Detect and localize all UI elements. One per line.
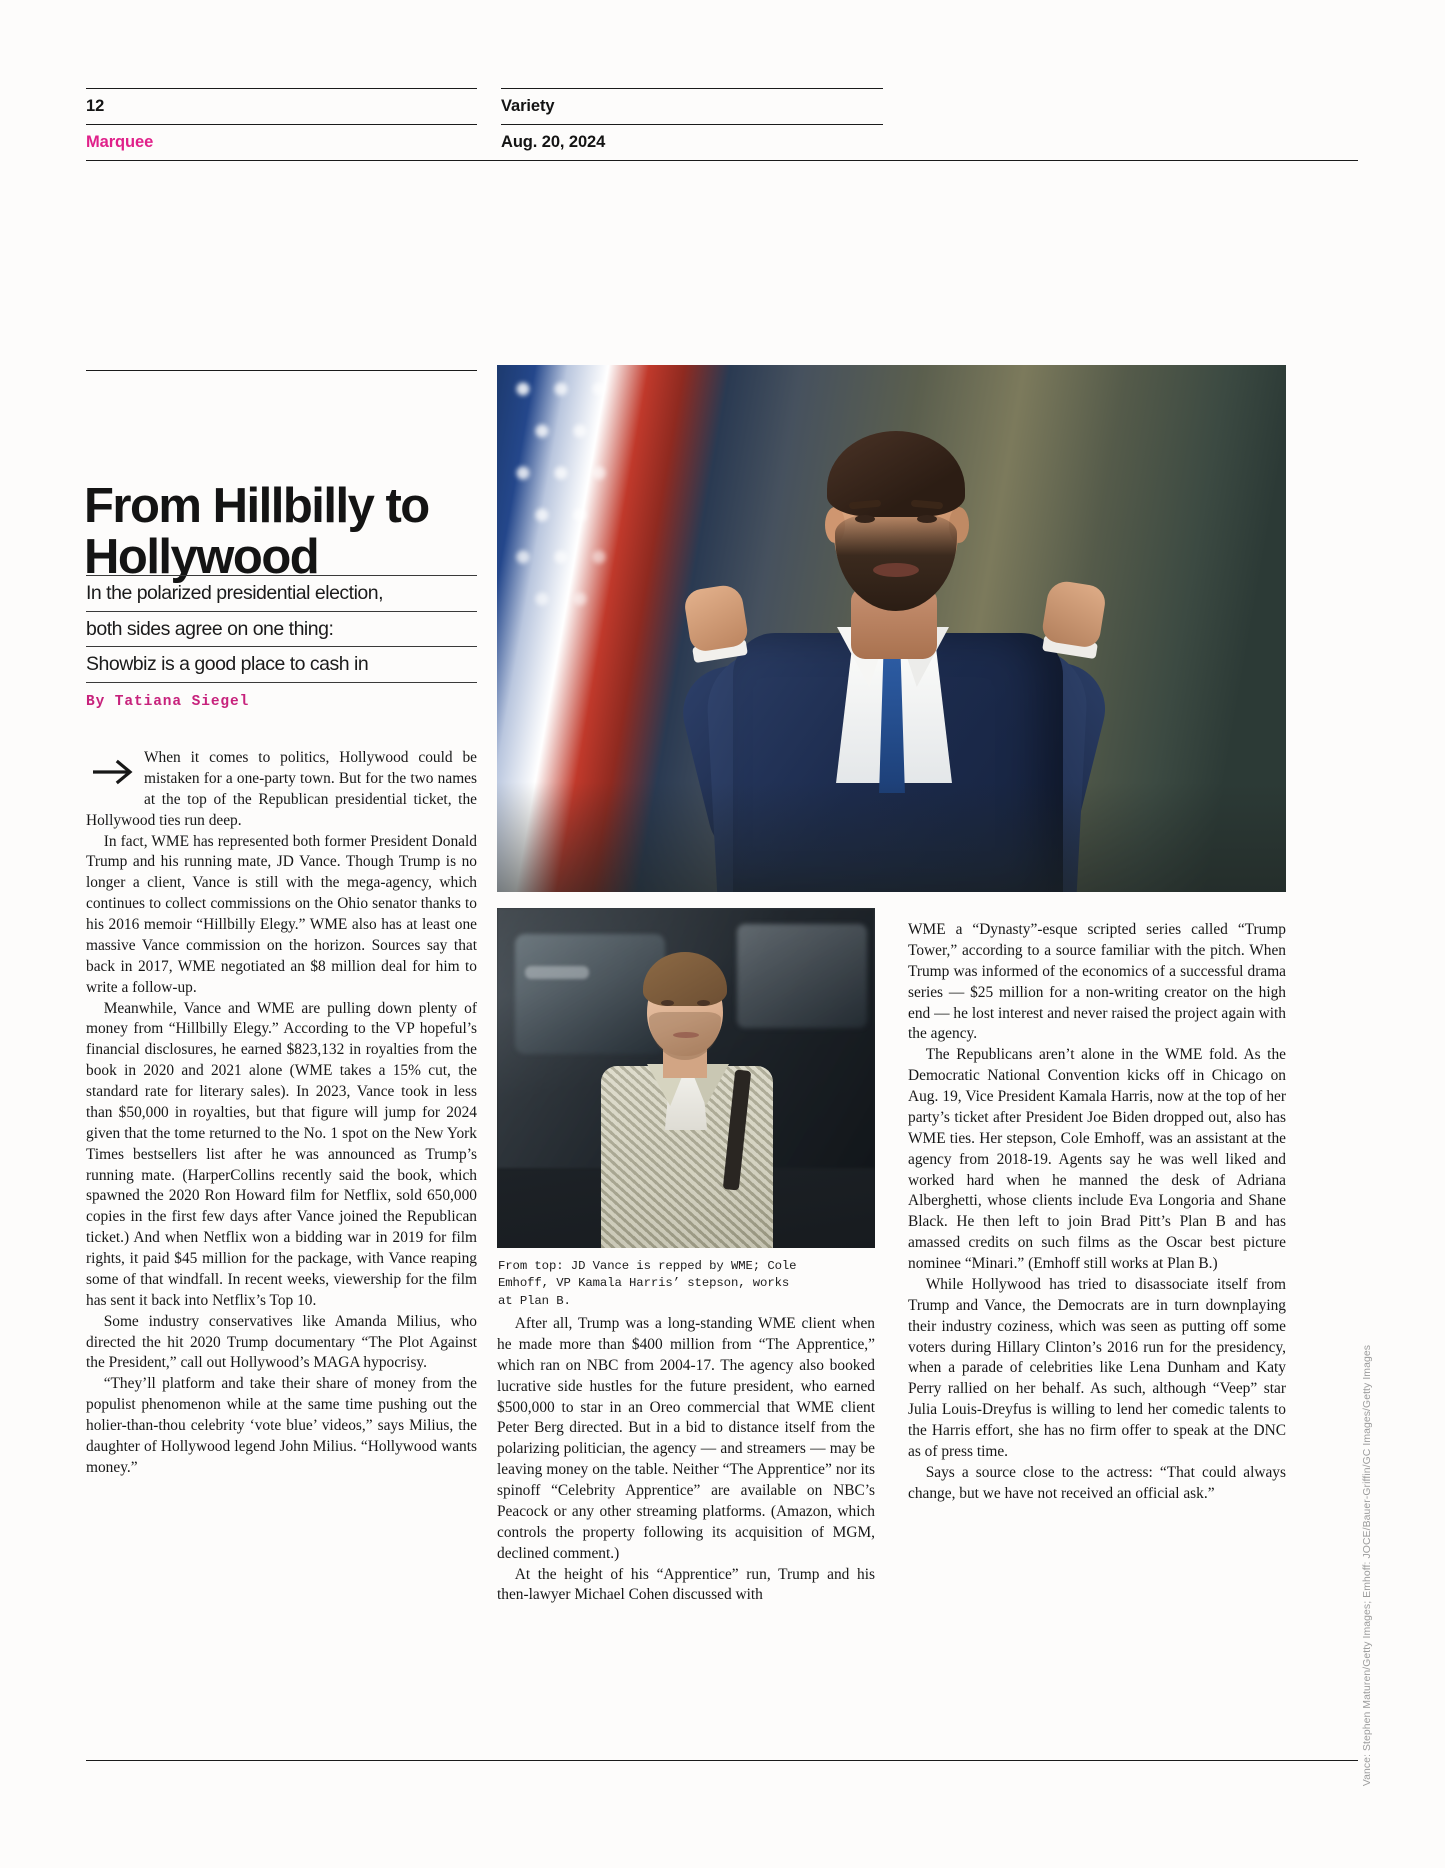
fist-left	[683, 583, 750, 653]
photo-credit: Vance: Stephen Maturen/Getty Images; Emhoff: JOCE/Bauer-Griffin/GC Images/Getty Images	[1362, 1345, 1373, 1787]
fist-right	[1041, 579, 1108, 649]
page-number: 12	[86, 97, 105, 115]
body-column-3	[908, 920, 1286, 1505]
emhoff-figure	[497, 908, 875, 1248]
masthead	[86, 88, 1358, 161]
paragraph	[86, 748, 477, 832]
foreground-shadow	[497, 782, 1286, 892]
deck	[86, 575, 477, 683]
paragraph: The Republicans aren’t alone in the WME fold. As the Democratic National Convention kicks off in Chicago on Aug. 19, Vice President Kamala Harris, now at the top of her party’s ticket after President Joe Biden dropped out, also has WME ties. Her stepson, Cole Emhoff, was an assistant at the agency from 2018-19. Agents say he was well liked and worked hard when he manned the desk of Adriana Alberghetti, whose clients include Eva Longoria and Shane Black. He then left to join Brad Pitt’s Plan B and has amassed credits on such films as the Oscar best picture nominee “Minari.” (Emhoff still works at Plan B.)	[908, 1046, 1286, 1272]
publication-name: Variety	[501, 97, 555, 115]
mouth	[673, 1032, 699, 1038]
paragraph: Meanwhile, Vance and WME are pulling down plenty of money from “Hillbilly Elegy.” According to the VP hopeful’s financial disclosures, he earned $823,132 in royalties from the book in 2020 and 2021 alone (WME takes a 15% cut, the standard rate for literary sales). In 2023, Vance took in less than $50,000 in royalties, but that figure will jump for 2024 given that the tome returned to the No. 1 spot on the New York Times bestsellers list after he was announced as Trump’s running mate. (HarperCollins recently said the book, which spawned the 2020 Ron Howard film for Netflix, sold 650,000 copies in the first few days after Vance joined the Republican ticket.) And when Netflix won a bidding war in 2019 for film rights, it paid $45 million for the package, with Vance reaping some of that windfall. In recent weeks, viewership for the film has sent it back into Netflix’s Top 10.	[86, 999, 477, 1309]
headline-top-rule	[86, 370, 477, 371]
hair	[827, 431, 965, 517]
jd-vance-photo	[497, 365, 1286, 892]
issue-date: Aug. 20, 2024	[501, 132, 606, 151]
footer-rule	[86, 1760, 1358, 1761]
arrow-right-icon	[90, 752, 136, 792]
body-column-2	[497, 1314, 875, 1606]
hair	[643, 952, 727, 1006]
paragraph: WME a “Dynasty”-esque scripted series called “Trump Tower,” according to a source familiar with the pitch. When Trump was informed of the economics of a successful drama series — $25 million for a non-writing creator on the high end — he lost interest and never raised the project again with the agency.	[908, 921, 1286, 1043]
deck-line: Showbiz is a good place to cash in	[86, 646, 477, 683]
paragraph: At the height of his “Apprentice” run, Trump and his then-lawyer Michael Cohen discussed with	[497, 1565, 875, 1604]
cole-emhoff-photo	[497, 908, 875, 1248]
paragraph: Some industry conservatives like Amanda Milius, who directed the hit 2020 Trump documentary “The Plot Against the President,” call out Hollywood’s MAGA hypocrisy.	[86, 1312, 477, 1372]
byline: By Tatiana Siegel	[86, 694, 250, 710]
eye-left	[661, 1000, 674, 1006]
body-column-1	[86, 748, 477, 1479]
mouth	[873, 563, 919, 577]
paragraph: In fact, WME has represented both former President Donald Trump and his running mate, JD Vance. Though Trump is no longer a client, Vance is still with the mega-agency, which continues to collect commissions on the Ohio senator thanks to his 2016 memoir “Hillbilly Elegy.” WME also has at least one massive Vance commission on the horizon. Sources say that back in 2017, WME negotiated an $8 million deal for him to write a follow-up.	[86, 832, 477, 996]
eye-left	[855, 515, 875, 523]
section-label: Marquee	[86, 132, 154, 151]
masthead-line-2	[86, 125, 1358, 161]
deck-line: In the polarized presidential election,	[86, 575, 477, 611]
page-title: From Hillbilly to Hollywood	[84, 478, 429, 584]
photo-caption: From top: JD Vance is repped by WME; Cole Emhoff, VP Kamala Harris’ stepson, works at Plan B.	[498, 1259, 797, 1308]
paragraph: “They’ll platform and take their share of money from the populist phenomenon while at the same time pushing out the holier-than-thou celebrity ‘vote blue’ videos,” says Milius, the daughter of Hollywood legend John Milius. “Hollywood wants money.”	[86, 1375, 477, 1476]
paragraph: While Hollywood has tried to disassociate itself from Trump and Vance, the Democrats are in turn downplaying their industry coziness, which was seen as putting off some voters during Hillary Clinton’s 2016 run for the presidency, when a parade of celebrities like Lena Dunham and Katy Perry rallied on her behalf. As such, although “Veep” star Julia Louis-Dreyfus is willing to lend her comedic talents to the Harris effort, she has no firm offer to speak at the DNC as of press time.	[908, 1275, 1286, 1460]
paragraph: Says a source close to the actress: “That could always change, but we have not received an official ask.”	[908, 1463, 1286, 1502]
paragraph: After all, Trump was a long-standing WME client when he made more than $400 million from “The Apprentice,” which ran on NBC from 2004-17. The agency also booked lucrative side hustles for the future president, who earned $500,000 to star in an Oreo commercial that WME client Peter Berg directed. But in a bid to distance itself from the polarizing politician, the agency — and streamers — may be leaving money on the table. Neither “The Apprentice” nor its spinoff “Celebrity Apprentice” are available on NBC’s Peacock or any other streaming platforms. (Amazon, which controls the property following its acquisition of MGM, declined comment.)	[497, 1315, 875, 1562]
rule	[86, 160, 1358, 161]
paragraph-text: When it comes to politics, Hollywood could be mistaken for a one-party town. But for the two names at the top of the Republican presidential ticket, the Hollywood ties run deep.	[86, 749, 477, 829]
eye-right	[917, 515, 937, 523]
eye-right	[697, 1000, 710, 1006]
deck-line: both sides agree on one thing:	[86, 611, 477, 647]
masthead-line-1	[86, 89, 1358, 125]
